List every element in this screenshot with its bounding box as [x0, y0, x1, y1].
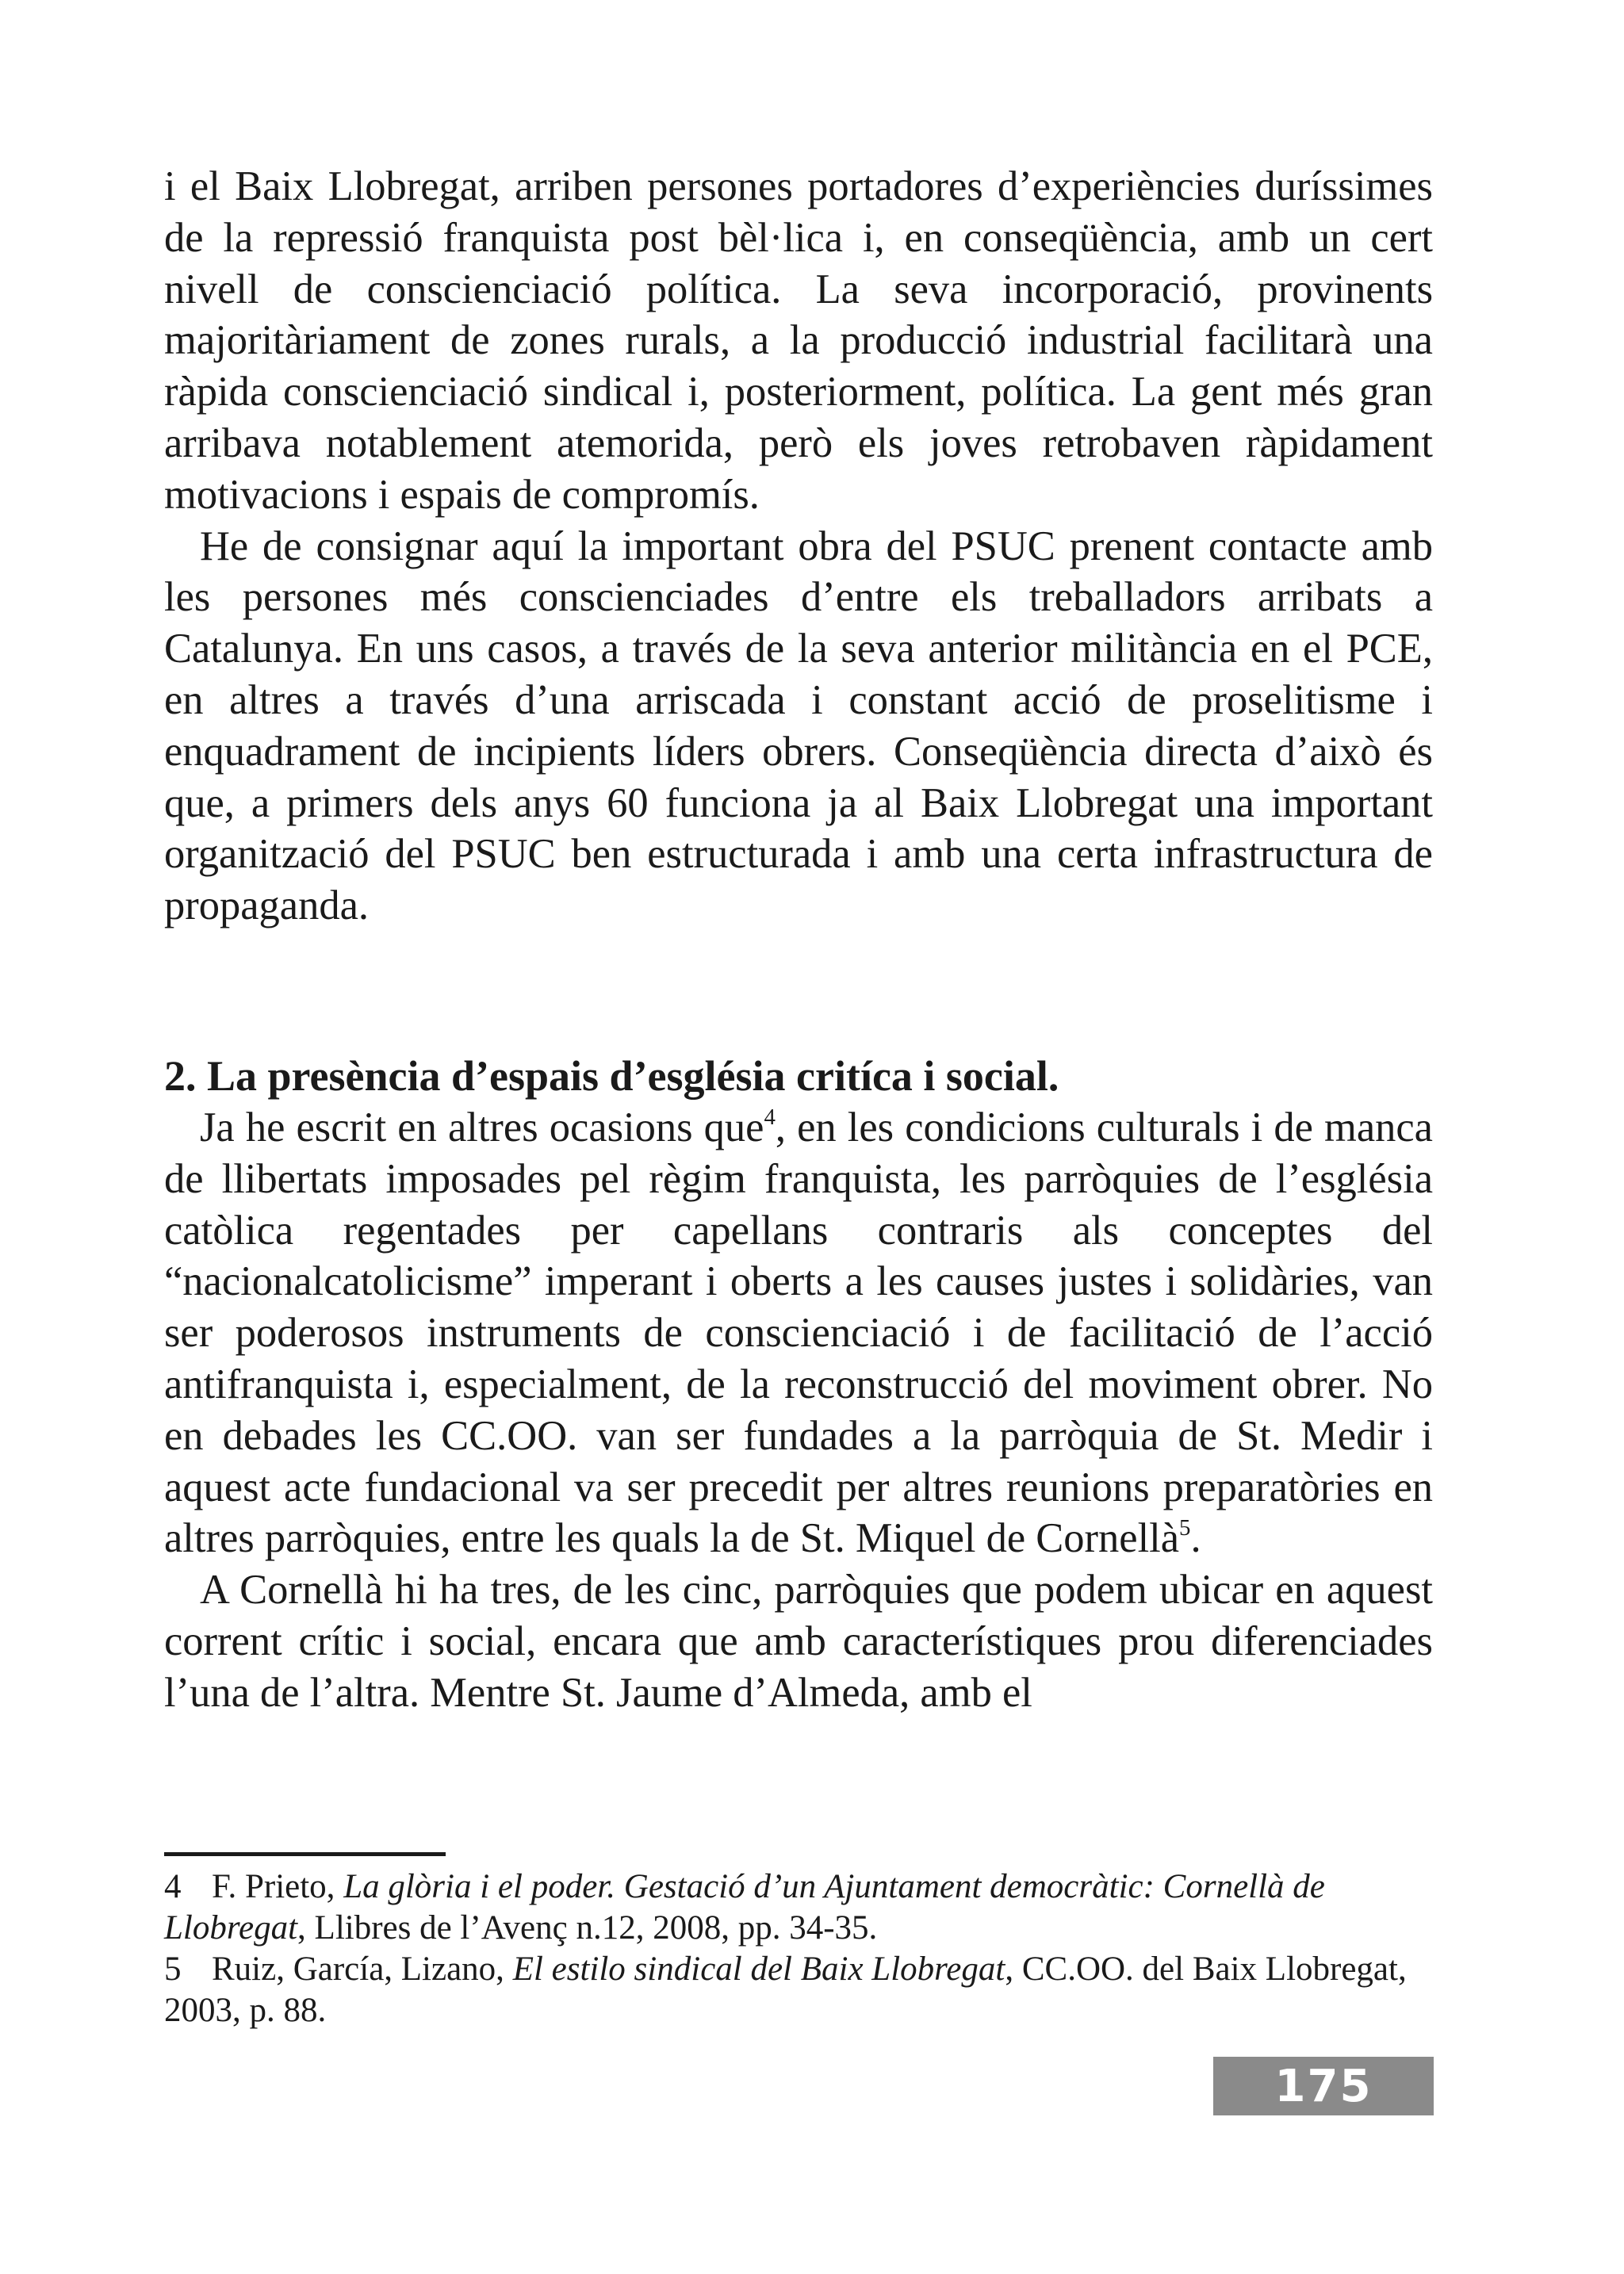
page-number: 175: [1274, 2060, 1373, 2112]
footnote-divider: [164, 1852, 446, 1856]
footnote-ref-5: 5: [1179, 1515, 1191, 1541]
footnote-author: Ruiz, García, Lizano,: [212, 1951, 513, 1988]
footnote-title: La glòria i el poder. Gestació d’un Ajuntament democràtic: Cornellà de Llobregat: [164, 1868, 1325, 1947]
footnote-author: F. Prieto,: [212, 1868, 344, 1905]
paragraph-2: He de consignar aquí la important obra del PSUC prenent contacte amb les persones més conscienciades d’entre els treballadors arribats a Catalunya. En uns casos, a través de la seva anterior militància en el PCE, en altres a través d’una arriscada i constant acció de proselitisme i enquadrament de incipients líders obrers. Conseqüència directa d’això és que, a primers dels anys 60 funciona ja al Baix Llobregat una important organització del PSUC ben estructurada i amb una certa infrastructura de propaganda.: [164, 523, 1433, 929]
body-text-bottom: [164, 1102, 1433, 1719]
footnote-title: El estilo sindical del Baix Llobregat: [512, 1951, 1005, 1988]
paragraph-3-part-c: .: [1190, 1515, 1201, 1562]
paragraph-3: [164, 1102, 1433, 1564]
footnotes: [164, 1866, 1433, 2031]
paragraph-4: A Cornellà hi ha tres, de les cinc, parròquies que podem ubicar en aquest corrent crític i social, encara que amb característiques prou diferenciades l’una de l’altra. Mentre St. Jaume d’Almeda, amb el: [164, 1567, 1433, 1716]
footnote-4: [164, 1866, 1433, 1949]
footnote-details: , CC.OO. del Baix Llobregat, 2003, p. 88.: [164, 1951, 1407, 2029]
section-heading: 2. La presència d’espais d’església critíca i social.: [164, 1052, 1059, 1100]
footnote-ref-4: 4: [764, 1104, 776, 1131]
footnote-details: , Llibres de l’Avenç n.12, 2008, pp. 34-35.: [297, 1909, 878, 1947]
footnote-number: 5: [164, 1951, 182, 1988]
page-number-box: [1213, 2057, 1434, 2115]
footnote-5: [164, 1949, 1433, 2031]
paragraph-3-part-b: , en les condicions culturals i de manca de llibertats imposades pel règim franquista, les parròquies de l’església catòlica regentades per capellans contraris als conceptes del “nacionalcatolicisme” imperant i oberts a les causes justes i solidàries, van ser poderosos instruments de conscienciació i de facilitació de l’acció antifranquista i, especialment, de la reconstrucció del moviment obrer. No en debades les CC.OO. van ser fundades a la parròquia de St. Medir i aquest acte fundacional va ser precedit per altres reunions preparatòries en altres parròquies, entre les quals la de St. Miquel de Cornellà: [164, 1104, 1433, 1562]
paragraph-1: i el Baix Llobregat, arriben persones portadores d’experiències duríssimes de la repressió franquista post bèl·lica i, en conseqüència, amb un cert nivell de conscienciació política. La seva incorporació, provinents majoritàriament de zones rurals, a la producció industrial facilitarà una ràpida conscienciació sindical i, posteriorment, política. La gent més gran arribava notablement atemorida, però els joves retrobaven ràpidament motivacions i espais de compromís.: [164, 163, 1433, 518]
body-text-top: [164, 161, 1433, 932]
paragraph-3-part-a: Ja he escrit en altres ocasions que: [200, 1104, 764, 1150]
footnote-number: 4: [164, 1868, 182, 1905]
